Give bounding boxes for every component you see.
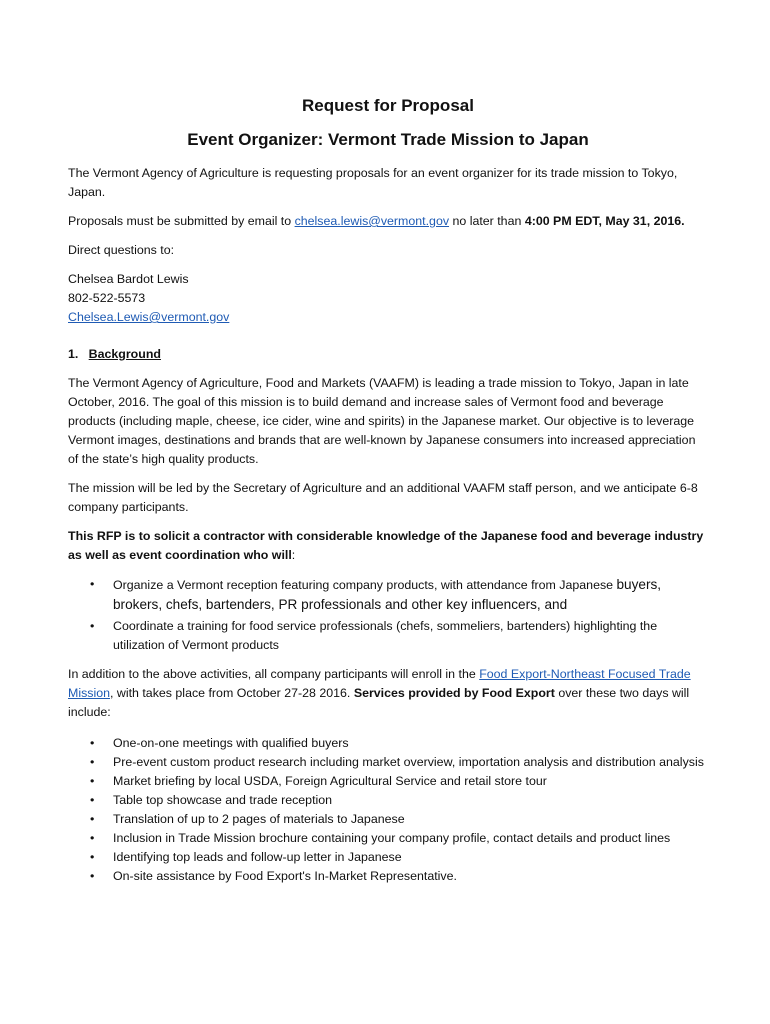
list-item [68, 734, 708, 753]
background-paragraph-1: The Vermont Agency of Agriculture, Food and Markets (VAAFM) is leading a trade mission to Tokyo, Japan in late October, 2016. The goal of this mission is to build demand and increase sales of Vermont food and beverage products (including maple, cheese, ice cider, wine and spirits) in the Japanese market. Our objective is to leverage Vermont images, destinations and brands that are well-known by Japanese consumers into increased appreciation of the state’s high quality products. [68, 376, 696, 466]
list-item [68, 867, 708, 886]
submission-paragraph [68, 212, 708, 231]
contact-block [68, 270, 708, 327]
list-item [68, 772, 708, 791]
services-list [68, 734, 708, 886]
bullet-icon: • [90, 793, 95, 807]
submission-middle: no later than [449, 214, 525, 228]
bullet-icon: • [90, 755, 95, 769]
service-text: Inclusion in Trade Mission brochure containing your company profile, contact details and product lines [113, 831, 671, 845]
task-text: Organize a Vermont reception featuring company products, with attendance from Japanese [113, 578, 617, 592]
bullet-icon: • [90, 850, 95, 864]
task-text-large: buyers, brokers, chefs, bartenders, PR professionals and other key influencers, and [113, 577, 662, 612]
document-subtitle: Event Organizer: Vermont Trade Mission to Japan [187, 130, 589, 149]
addition-suffix: over these two days will include: [68, 686, 690, 719]
food-export-link[interactable]: Food Export-Northeast Focused Trade Mission [68, 667, 691, 700]
list-item [68, 810, 708, 829]
background-paragraph-2: The mission will be led by the Secretary of Agriculture and an additional VAAFM staff person, and we anticipate 6-8 company participants. [68, 481, 698, 514]
document-body [68, 94, 708, 886]
bullet-icon: • [90, 619, 95, 633]
contact-email-link[interactable]: Chelsea.Lewis@vermont.gov [68, 310, 230, 324]
intro-paragraph: The Vermont Agency of Agriculture is requesting proposals for an event organizer for its trade mission to Tokyo, Japan. [68, 166, 678, 199]
section-title: Background [88, 347, 161, 361]
submission-prefix: Proposals must be submitted by email to [68, 214, 295, 228]
section-number: 1. [68, 347, 79, 361]
list-item [68, 791, 708, 810]
addition-bold: Services provided by Food Export [353, 686, 555, 700]
service-text: One-on-one meetings with qualified buyers [113, 736, 349, 750]
service-text: Market briefing by local USDA, Foreign Agricultural Service and retail store tour [113, 774, 547, 788]
section-heading-background [68, 345, 708, 364]
bullet-icon: • [90, 577, 95, 591]
submission-deadline: 4:00 PM EDT, May 31, 2016. [524, 214, 685, 228]
service-text: Translation of up to 2 pages of materials to Japanese [113, 812, 405, 826]
task-text: Coordinate a training for food service professionals (chefs, sommeliers, bartenders) highlighting the utilization of Vermont products [113, 619, 658, 652]
list-item [68, 617, 708, 655]
addition-prefix: In addition to the above activities, all company participants will enroll in the [68, 667, 480, 681]
service-text: Table top showcase and trade reception [113, 793, 333, 807]
task-list [68, 575, 708, 655]
list-item [68, 753, 708, 772]
bullet-icon: • [90, 869, 95, 883]
rfp-statement-bold: This RFP is to solicit a contractor with considerable knowledge of the Japanese food and beverage industry as well as event coordination who will [68, 529, 704, 562]
list-item [68, 575, 708, 615]
submission-email-link[interactable]: chelsea.lewis@vermont.gov [294, 214, 450, 228]
contact-phone: 802-522-5573 [68, 291, 146, 305]
list-item [68, 848, 708, 867]
document-title: Request for Proposal [302, 96, 474, 115]
questions-label: Direct questions to: [68, 243, 175, 257]
bullet-icon: • [90, 736, 95, 750]
list-item [68, 829, 708, 848]
service-text: On-site assistance by Food Export's In-Market Representative. [113, 869, 457, 883]
bullet-icon: • [90, 812, 95, 826]
service-text: Identifying top leads and follow-up letter in Japanese [113, 850, 402, 864]
bullet-icon: • [90, 831, 95, 845]
contact-name: Chelsea Bardot Lewis [68, 272, 189, 286]
addition-middle: , with takes place from October 27-28 2016. [110, 686, 354, 700]
bullet-icon: • [90, 774, 95, 788]
service-text: Pre-event custom product research including market overview, importation analysis and distribution analysis [113, 755, 704, 769]
addition-paragraph [68, 665, 708, 722]
rfp-statement [68, 527, 708, 565]
rfp-statement-colon: : [291, 548, 296, 562]
